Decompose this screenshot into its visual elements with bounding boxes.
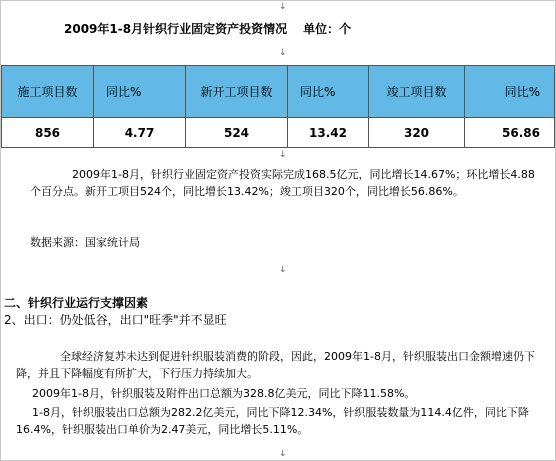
table-header-cell: 同比% <box>465 66 555 118</box>
page-title <box>64 20 351 37</box>
table-cell: 320 <box>369 118 465 148</box>
arrow-down-icon: ↓ <box>279 150 287 160</box>
table-header-cell: 新开工项目数 <box>186 66 288 118</box>
table-cell: 56.86 <box>465 118 555 148</box>
table-header-cell: 同比% <box>94 66 186 118</box>
table-cell: 4.77 <box>94 118 186 148</box>
paragraph: 1-8月，针织服装出口总额为282.2亿美元，同比下降12.34%，针织服装数量为114.4亿件，同比下降16.4%，针织服装出口单价为2.47美元，同比增长5.11%。 <box>16 406 529 436</box>
title-text: 2009年1-8月针织行业固定资产投资情况 <box>64 22 288 36</box>
arrow-down-icon: ↓ <box>279 265 287 275</box>
paragraph: 全球经济复苏未达到促进针织服装消费的阶段，因此，2009年1-8月，针织服装出口金额增速仍下降，并且下降幅度有所扩大，下行压力持续加大。 <box>16 350 535 380</box>
table-header-cell: 同比% <box>288 66 369 118</box>
paragraph: 2009年1-8月，针织服装及附件出口总额为328.8亿美元，同比下降11.58%。 <box>32 387 416 400</box>
arrow-down-icon: ↓ <box>279 2 287 12</box>
paragraph: 2009年1-8月，针织行业固定资产投资实际完成168.5亿元，同比增长14.67%；环比增长4.88个百分点。新开工项目524个，同比增长13.42%；竣工项目320个，同比增长56.86%。 <box>30 168 535 198</box>
source-note: 数据来源：国家统计局 <box>30 236 140 249</box>
table-cell: 856 <box>2 118 94 148</box>
table-header-cell: 竣工项目数 <box>369 66 465 118</box>
table-cell: 13.42 <box>288 118 369 148</box>
table-cell: 524 <box>186 118 288 148</box>
table-header-row <box>2 66 555 118</box>
arrow-down-icon: ↓ <box>279 449 287 459</box>
table-row <box>2 118 555 148</box>
investment-table <box>1 65 555 148</box>
arrow-down-icon: ↓ <box>279 48 287 58</box>
unit-label: 单位：个 <box>303 22 352 36</box>
table-header-cell: 施工项目数 <box>2 66 94 118</box>
section-title: 二、针织行业运行支撑因素 <box>4 296 149 310</box>
subsection-title: 2、出口：仍处低谷，出口"旺季"并不显旺 <box>4 313 227 327</box>
